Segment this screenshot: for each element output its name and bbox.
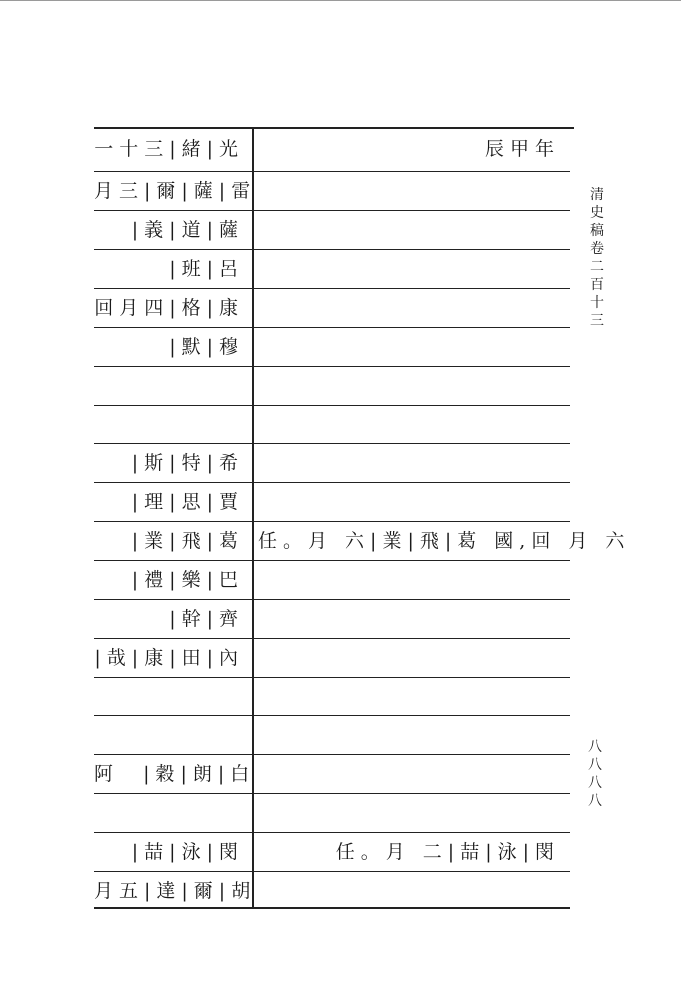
official-name: 月五|達|爾|胡 — [94, 880, 257, 902]
official-name: 阿 |穀|朗|白 — [94, 763, 256, 785]
appointment-record — [258, 678, 560, 716]
table-row — [94, 444, 574, 482]
table-row — [94, 211, 574, 249]
table-row — [94, 250, 574, 288]
appointment-record: 辰甲年 — [484, 138, 560, 160]
table-row — [94, 872, 574, 910]
table-row — [94, 522, 631, 560]
official-name — [94, 678, 244, 716]
table-row — [94, 172, 574, 210]
official-name: |默|穆 — [169, 336, 244, 358]
table-row — [94, 833, 574, 871]
table-row — [94, 639, 574, 677]
appointment-record — [258, 250, 560, 288]
appointment-record — [258, 561, 560, 599]
table-row — [94, 561, 574, 599]
table-row — [94, 483, 574, 521]
official-name: |班|呂 — [169, 258, 244, 280]
official-name — [94, 406, 244, 444]
appointment-record — [258, 367, 560, 405]
official-name: |理|思|賈 — [131, 491, 244, 513]
page-top-rule — [0, 0, 681, 1]
appointment-record — [258, 406, 560, 444]
appointment-record — [258, 794, 560, 832]
appointment-record — [258, 639, 560, 677]
table-row — [94, 794, 574, 832]
table-bottom-rule — [94, 907, 570, 909]
margin-book-title: 清史稿卷二百十三 — [590, 187, 604, 329]
appointment-record — [258, 483, 560, 521]
table-row — [94, 600, 574, 638]
table-row — [94, 130, 574, 168]
official-name — [94, 716, 244, 754]
table-row — [94, 367, 574, 405]
official-name: |幹|齊 — [169, 608, 244, 630]
table-row — [94, 716, 574, 754]
table-top-rule — [94, 127, 574, 129]
appointment-record — [258, 716, 560, 754]
appointment-record — [258, 328, 560, 366]
appointment-record — [258, 211, 560, 249]
appointment-record — [258, 444, 560, 482]
official-name: |義|道|薩 — [131, 219, 244, 241]
table-row — [94, 678, 574, 716]
official-name: |斯|特|希 — [131, 452, 244, 474]
appointment-record: 任。月 六|業|飛|葛 國,回 月 六 — [258, 530, 631, 552]
table-row — [94, 755, 574, 793]
official-name: |哉|康|田|內 — [94, 647, 244, 669]
official-name: |業|飛|葛 — [131, 530, 244, 552]
appointment-record — [258, 755, 560, 793]
appointment-record — [258, 600, 560, 638]
table-row — [94, 328, 574, 366]
official-name — [94, 794, 244, 832]
official-name: 一十三|緒|光 — [94, 138, 244, 160]
official-name: |喆|泳|閔 — [131, 841, 244, 863]
table-row — [94, 289, 574, 327]
official-name: |禮|樂|巴 — [131, 569, 244, 591]
official-name — [94, 367, 244, 405]
appointment-record: 任。月 二|喆|泳|閔 — [335, 841, 560, 863]
appointment-record — [258, 172, 560, 210]
appointment-record — [258, 872, 560, 910]
official-name: 月三|爾|薩|雷 — [94, 180, 257, 202]
table-row — [94, 406, 574, 444]
official-name: 回月四|格|康 — [94, 297, 244, 319]
page-number: 八八八八 — [588, 739, 602, 809]
appointment-record — [258, 289, 560, 327]
